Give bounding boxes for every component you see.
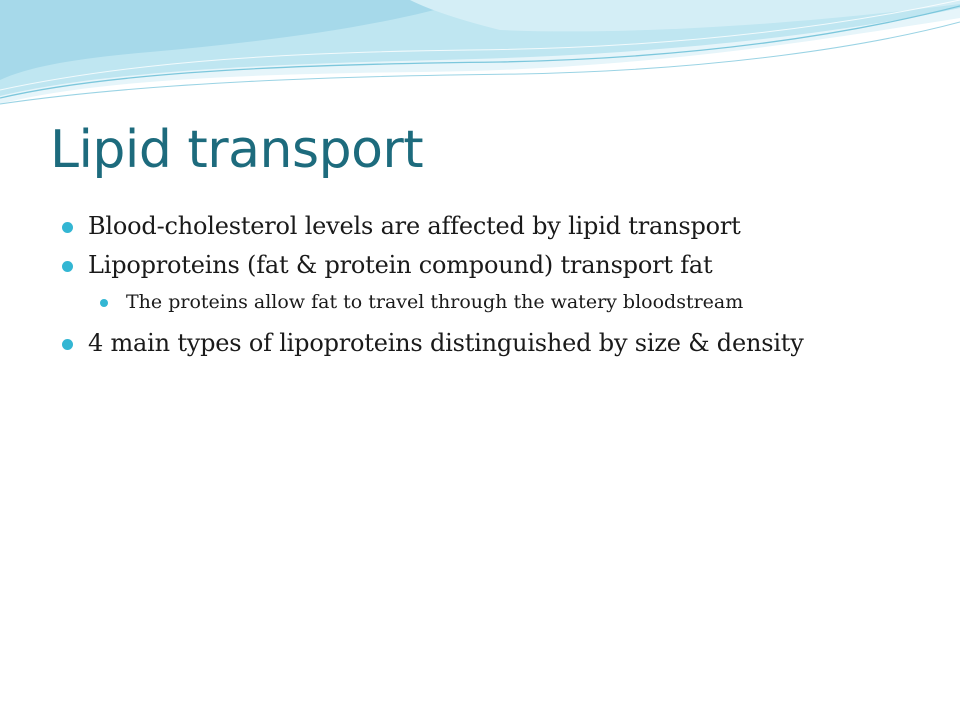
sub-bullet-dot-icon <box>100 299 108 307</box>
bullet-item <box>62 327 912 359</box>
sub-bullet-text: The proteins allow fat to travel through the watery bloodstream <box>126 291 744 313</box>
bullet-item <box>62 249 912 281</box>
bullet-list <box>62 210 912 366</box>
bullet-dot-icon <box>62 261 73 272</box>
bullet-dot-icon <box>62 339 73 350</box>
bullet-item <box>62 210 912 242</box>
bullet-text: 4 main types of lipoproteins distinguished by size & density <box>88 329 804 357</box>
bullet-text: Blood-cholesterol levels are affected by lipid transport <box>88 212 741 240</box>
bullet-dot-icon <box>62 222 73 233</box>
bullet-text: Lipoproteins (fat & protein compound) transport fat <box>88 251 713 279</box>
slide-title: Lipid transport <box>50 120 424 180</box>
header-wave-decoration <box>0 0 960 110</box>
sub-bullet-item <box>62 288 912 317</box>
